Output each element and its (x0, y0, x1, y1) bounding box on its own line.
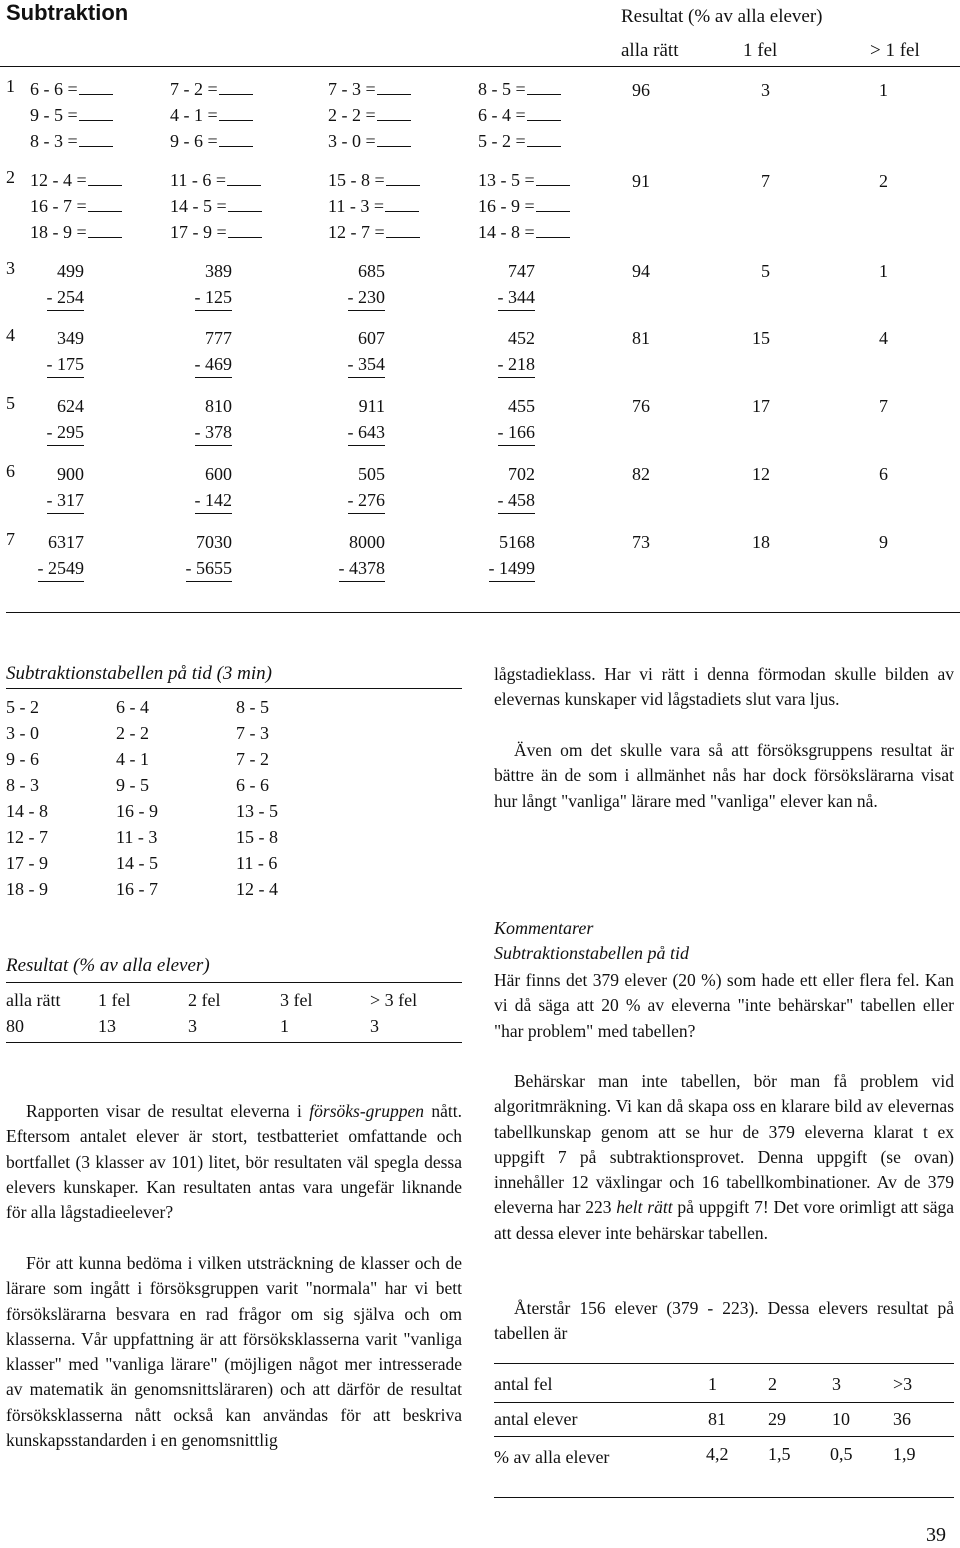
timed-item: 7 - 3 (236, 723, 269, 743)
et-r0-label: antal fel (494, 1374, 553, 1394)
page-number: 39 (926, 1524, 946, 1546)
column-subtraction (465, 461, 535, 514)
timed-item: 6 - 6 (236, 775, 269, 795)
column-subtraction (14, 461, 84, 514)
r2-v-1: 13 (98, 1016, 116, 1036)
equation: 7 - 3 = (328, 79, 376, 99)
subtrahend: - 254 (47, 284, 85, 311)
comments-paragraph-2 (494, 1069, 954, 1246)
result-value: 3 (761, 80, 770, 100)
result-value: 91 (632, 171, 650, 191)
result2-top-rule (6, 982, 462, 983)
answer-blank[interactable] (219, 132, 253, 147)
timed-item: 11 - 6 (236, 853, 278, 873)
answer-blank[interactable] (79, 106, 113, 121)
col-all-right: alla rätt (621, 40, 679, 61)
timed-item: 6 - 4 (116, 697, 149, 717)
error-table-mid-rule-1 (494, 1402, 954, 1403)
subtrahend: - 2549 (38, 555, 85, 582)
timed-item: 7 - 2 (236, 749, 269, 769)
minuend: 7030 (196, 532, 232, 552)
equation: 6 - 6 = (30, 79, 78, 99)
minuend: 702 (508, 464, 535, 484)
timed-item: 9 - 5 (116, 775, 149, 795)
subtrahend: - 378 (195, 419, 233, 446)
minuend: 810 (205, 396, 232, 416)
timed-item: 17 - 9 (6, 853, 48, 873)
answer-blank[interactable] (536, 223, 570, 238)
result-value: 1 (879, 80, 888, 100)
minuend: 452 (508, 328, 535, 348)
equation: 12 - 7 = (328, 222, 385, 242)
column-subtraction (315, 258, 385, 311)
minuend: 607 (358, 328, 385, 348)
result-value: 12 (752, 464, 770, 484)
answer-blank[interactable] (527, 80, 561, 95)
equation: 15 - 8 = (328, 170, 385, 190)
equation-column (30, 76, 113, 154)
equation: 3 - 0 = (328, 131, 376, 151)
column-subtraction (14, 529, 84, 582)
equation: 11 - 3 = (328, 196, 384, 216)
subtrahend: - 218 (498, 351, 536, 378)
subtrahend: - 469 (195, 351, 233, 378)
timed-item: 5 - 2 (6, 697, 39, 717)
result-value: 94 (632, 261, 650, 281)
exercise-number: 7 (6, 529, 15, 549)
equation: 9 - 6 = (170, 131, 218, 151)
subtrahend: - 276 (348, 487, 386, 514)
equation: 7 - 2 = (170, 79, 218, 99)
column-subtraction (162, 325, 232, 378)
result-value: 76 (632, 396, 650, 416)
minuend: 455 (508, 396, 535, 416)
minuend: 389 (205, 261, 232, 281)
answer-blank[interactable] (377, 106, 411, 121)
timed-item: 18 - 9 (6, 879, 48, 899)
timed-item: 9 - 6 (6, 749, 39, 769)
et-r0-c2: 2 (768, 1374, 777, 1394)
subtrahend: - 354 (348, 351, 386, 378)
timed-item: 15 - 8 (236, 827, 278, 847)
column-subtraction (465, 393, 535, 446)
r2-v-2: 3 (188, 1016, 197, 1036)
result-value: 81 (632, 328, 650, 348)
c-p3-text: Återstår 156 elever (379 - 223). Dessa elevers resultat på tabellen är (494, 1298, 954, 1344)
result-value: 9 (879, 532, 888, 552)
equation: 12 - 4 = (30, 170, 87, 190)
answer-blank[interactable] (527, 132, 561, 147)
result-value: 2 (879, 171, 888, 191)
answer-blank[interactable] (228, 197, 262, 212)
exercise-number: 4 (6, 325, 15, 345)
col-more-errors: > 1 fel (870, 40, 920, 61)
column-subtraction (315, 529, 385, 582)
minuend: 747 (508, 261, 535, 281)
exercise-rule (6, 612, 960, 613)
answer-blank[interactable] (88, 197, 122, 212)
minuend: 911 (358, 396, 385, 416)
result-value: 17 (752, 396, 770, 416)
result-value: 7 (761, 171, 770, 191)
left-paragraph-2 (6, 1251, 462, 1453)
equation: 6 - 4 = (478, 105, 526, 125)
timed-item: 3 - 0 (6, 723, 39, 743)
column-subtraction (162, 461, 232, 514)
exercise-number: 5 (6, 393, 15, 413)
exercise-number: 6 (6, 461, 15, 481)
equation: 2 - 2 = (328, 105, 376, 125)
timed-item: 12 - 7 (6, 827, 48, 847)
timed-item: 14 - 8 (6, 801, 48, 821)
column-subtraction (14, 325, 84, 378)
answer-blank[interactable] (79, 132, 113, 147)
exercise-number: 3 (6, 258, 15, 278)
equation: 14 - 5 = (170, 196, 227, 216)
timed-col-3 (236, 694, 278, 902)
subtrahend: - 230 (348, 284, 386, 311)
equation: 16 - 9 = (478, 196, 535, 216)
answer-blank[interactable] (385, 197, 419, 212)
answer-blank[interactable] (88, 223, 122, 238)
timed-table-rule (6, 688, 462, 689)
result-value: 73 (632, 532, 650, 552)
result-value: 6 (879, 464, 888, 484)
minuend: 777 (205, 328, 232, 348)
result2-title: Resultat (% av alla elever) (6, 955, 210, 976)
comments-paragraph-3 (494, 1296, 954, 1347)
answer-blank[interactable] (527, 106, 561, 121)
r2-h-2: 2 fel (188, 990, 221, 1010)
minuend: 499 (57, 261, 84, 281)
answer-blank[interactable] (386, 223, 420, 238)
column-subtraction (465, 325, 535, 378)
equation: 11 - 6 = (170, 170, 226, 190)
et-r1-c1: 81 (708, 1409, 726, 1429)
timed-col-1 (6, 694, 48, 902)
comments-subheading: Subtraktionstabellen på tid (494, 943, 689, 963)
answer-blank[interactable] (219, 106, 253, 121)
et-r1-c3: 10 (832, 1409, 850, 1429)
minuend: 624 (57, 396, 84, 416)
comments-heading: Kommentarer (494, 918, 594, 938)
et-r2-label: % av alla elever (494, 1447, 610, 1467)
answer-blank[interactable] (228, 223, 262, 238)
p1-text-italic: försöks-gruppen (309, 1101, 425, 1121)
c-p2-italic: helt rätt (616, 1197, 673, 1218)
p2-text: För att kunna bedöma i vilken utsträckning de klasser och de lärare som ingått i försöksgruppen varit "normala" har vi bett försökslärarna besvara en rad frågor om sig själva och om klasserna. Vår uppfattning är att försöksklasserna varit "vanliga klasser" med "vanliga lärare" (möjligen något mer intresserade av matematik än genomsnittsläraren) och att därför de resultat försöksklasserna nått också kan användas för att beskriva kunskapsstandarden i en genomsnittlig (6, 1253, 462, 1451)
exercise-number: 2 (6, 167, 15, 187)
subtrahend: - 295 (47, 419, 85, 446)
minuend: 6317 (48, 532, 84, 552)
equation: 5 - 2 = (478, 131, 526, 151)
minuend: 8000 (349, 532, 385, 552)
et-r2-c1: 4,2 (706, 1444, 729, 1464)
equation-column (30, 167, 122, 245)
result2-bottom-rule (6, 1042, 462, 1043)
answer-blank[interactable] (377, 80, 411, 95)
header-rule (0, 66, 960, 67)
equation: 17 - 9 = (170, 222, 227, 242)
column-subtraction (315, 325, 385, 378)
minuend: 349 (57, 328, 84, 348)
answer-blank[interactable] (536, 197, 570, 212)
timed-item: 14 - 5 (116, 853, 158, 873)
subtrahend: - 166 (498, 419, 536, 446)
result-value: 7 (879, 396, 888, 416)
minuend: 600 (205, 464, 232, 484)
et-r2-c2: 1,5 (768, 1444, 791, 1464)
subtrahend: - 125 (195, 284, 233, 311)
r2-h-1: 1 fel (98, 990, 131, 1010)
c-p2-b: på uppgift 7! Det vore orimligt att säga att dessa elever inte behärskar tabellen. (494, 1197, 954, 1243)
equation: 18 - 9 = (30, 222, 87, 242)
rt-p2-text: Även om det skulle vara så att försöksgruppens resultat är bättre än de som i allmänhet nås har dock försökslärarna visat hur långt "vanliga" lärare med "vanliga" elever kan nå. (494, 740, 954, 811)
equation-column (328, 167, 420, 245)
result-value: 5 (761, 261, 770, 281)
timed-item: 12 - 4 (236, 879, 278, 899)
timed-item: 16 - 9 (116, 801, 158, 821)
column-subtraction (162, 393, 232, 446)
minuend: 900 (57, 464, 84, 484)
minuend: 685 (358, 261, 385, 281)
equation: 8 - 3 = (30, 131, 78, 151)
equation-column (170, 76, 253, 154)
equation: 8 - 5 = (478, 79, 526, 99)
et-r0-c4: >3 (893, 1374, 913, 1394)
equation-column (478, 167, 570, 245)
equation: 13 - 5 = (478, 170, 535, 190)
column-subtraction (315, 461, 385, 514)
r2-h-all: alla rätt (6, 990, 61, 1010)
minuend: 505 (358, 464, 385, 484)
et-r0-c3: 3 (832, 1374, 841, 1394)
timed-item: 16 - 7 (116, 879, 158, 899)
et-r2-c4: 1,9 (893, 1444, 916, 1464)
subtrahend: - 458 (498, 487, 536, 514)
et-r1-c4: 36 (893, 1409, 911, 1429)
equation: 9 - 5 = (30, 105, 78, 125)
subtrahend: - 5655 (186, 555, 233, 582)
answer-blank[interactable] (386, 171, 420, 186)
column-subtraction (465, 258, 535, 311)
et-r2-c3: 0,5 (830, 1444, 853, 1464)
subtrahend: - 142 (195, 487, 233, 514)
result-value: 4 (879, 328, 888, 348)
column-subtraction (162, 529, 232, 582)
subtrahend: - 175 (47, 351, 85, 378)
et-r1-c2: 29 (768, 1409, 786, 1429)
result-value: 18 (752, 532, 770, 552)
exercise-number: 1 (6, 76, 15, 96)
answer-blank[interactable] (88, 171, 122, 186)
et-r1-label: antal elever (494, 1409, 578, 1429)
p1-text-b: nått. Eftersom antalet elever är stort, testbatteriet omfattande och bortfallet (3 klasser av 101) litet, bör resultaten väl spegla dessa elevers kunskaper. Kan resultaten antas vara ungefär liknande för alla lågstadieelever? (6, 1101, 463, 1223)
timed-col-2 (116, 694, 158, 902)
column-subtraction (162, 258, 232, 311)
c-p2-a: Behärskar man inte tabellen, bör man få problem vid algoritmräkning. Vi kan då skapa oss en klarare bild av elevernas tabellkunskap genom att se hur de 379 eleverna klarat t ex uppgift 7 på subtraktionsprovet. Denna uppgift (se ovan) innehåller 12 växlingar och 16 tabellkombinationer. Av de 379 eleverna har 223 (494, 1071, 954, 1218)
minuend: 5168 (499, 532, 535, 552)
left-paragraph-1 (6, 1099, 462, 1225)
timed-item: 2 - 2 (116, 723, 149, 743)
equation: 16 - 7 = (30, 196, 87, 216)
equation: 4 - 1 = (170, 105, 218, 125)
timed-item: 11 - 3 (116, 827, 158, 847)
comments-paragraph-1: Här finns det 379 elever (20 %) som hade ett eller flera fel. Kan vi då säga att 20 % av eleverna "inte behärskar" tabellen eller "har problem" med tabellen? (494, 970, 954, 1041)
et-r0-c1: 1 (708, 1374, 717, 1394)
result-value: 96 (632, 80, 650, 100)
timed-item: 8 - 5 (236, 697, 269, 717)
r2-v-more: 3 (370, 1016, 379, 1036)
error-table-mid-rule-2 (494, 1436, 954, 1437)
column-subtraction (315, 393, 385, 446)
column-subtraction (14, 393, 84, 446)
error-table-bottom-rule (494, 1497, 954, 1498)
r2-h-3: 3 fel (280, 990, 313, 1010)
equation-column (170, 167, 262, 245)
timed-item: 13 - 5 (236, 801, 278, 821)
result-value: 15 (752, 328, 770, 348)
equation-column (328, 76, 411, 154)
subtrahend: - 1499 (489, 555, 536, 582)
subtrahend: - 317 (47, 487, 85, 514)
results-title: Resultat (% av alla elever) (621, 6, 823, 27)
page-title: Subtraktion (6, 0, 129, 25)
right-top-paragraph-2 (494, 738, 954, 814)
p1-text-a: Rapporten visar de resultat eleverna i (26, 1101, 310, 1121)
subtrahend: - 344 (498, 284, 536, 311)
right-top-paragraph-1: lågstadieklass. Har vi rätt i denna förmodan skulle bilden av elevernas kunskaper vid lågstadiets slut vara ljus. (494, 664, 954, 710)
r2-h-more: > 3 fel (370, 990, 418, 1010)
equation-column (478, 76, 561, 154)
timed-item: 4 - 1 (116, 749, 149, 769)
error-table-top-rule (494, 1363, 954, 1364)
answer-blank[interactable] (219, 80, 253, 95)
subtrahend: - 4378 (339, 555, 386, 582)
equation: 14 - 8 = (478, 222, 535, 242)
result-value: 1 (879, 261, 888, 281)
answer-blank[interactable] (377, 132, 411, 147)
subtrahend: - 643 (348, 419, 386, 446)
column-subtraction (14, 258, 84, 311)
answer-blank[interactable] (79, 80, 113, 95)
r2-v-all: 80 (6, 1016, 24, 1036)
r2-v-3: 1 (280, 1016, 289, 1036)
answer-blank[interactable] (536, 171, 570, 186)
timed-item: 8 - 3 (6, 775, 39, 795)
timed-table-title: Subtraktionstabellen på tid (3 min) (6, 663, 272, 684)
col-one-error: 1 fel (743, 40, 778, 61)
result-value: 82 (632, 464, 650, 484)
column-subtraction (465, 529, 535, 582)
answer-blank[interactable] (227, 171, 261, 186)
